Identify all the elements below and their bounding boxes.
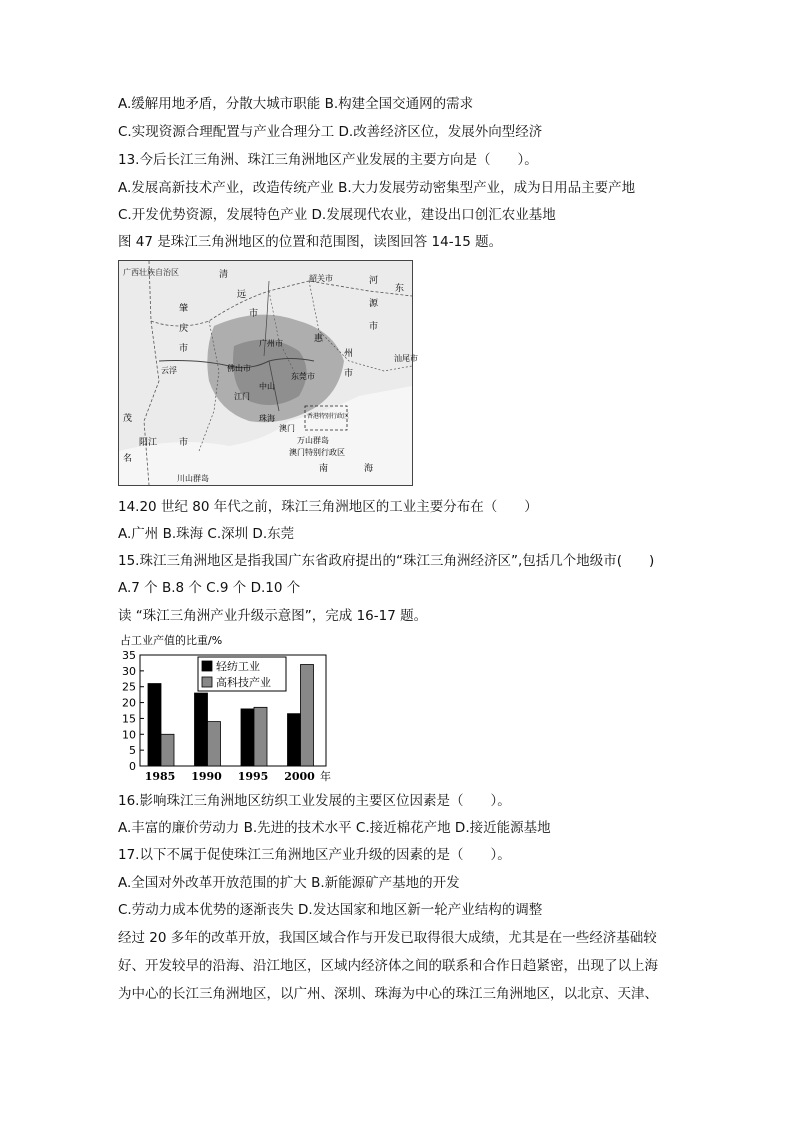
bar-high-tech <box>254 707 267 766</box>
option-line: A.7 个 B.8 个 C.9 个 D.10 个 <box>118 580 301 596</box>
question-13: 13.今后长江三角洲、珠江三角洲地区产业发展的主要方向是（ ）。 <box>118 152 538 168</box>
question-14: 14.20 世纪 80 年代之前，珠江三角洲地区的工业主要分布在（ ） <box>118 499 538 515</box>
chart-intro: 读 “珠江三角洲产业升级示意图”，完成 16-17 题。 <box>118 608 428 624</box>
map-label: 珠海 <box>259 414 275 423</box>
map-label: 源 <box>369 299 379 309</box>
question-15: 15.珠江三角洲地区是指我国广东省政府提出的“珠江三角洲经济区”,包括几个地级市( ) <box>118 553 655 569</box>
map-label: 茂 <box>123 414 133 424</box>
map-label: 川山群岛 <box>177 474 209 483</box>
map-label: 远 <box>237 290 247 300</box>
map-label: 市 <box>179 344 189 354</box>
y-tick-label: 10 <box>122 728 136 742</box>
option-line: C.劳动力成本优势的逐渐丧失 D.发达国家和地区新一轮产业结构的调整 <box>118 902 543 918</box>
map-label: 惠 <box>314 334 324 344</box>
legend-swatch <box>202 677 212 687</box>
map-label: 东莞市 <box>291 372 315 381</box>
y-tick-label: 25 <box>122 680 136 694</box>
y-tick-label: 0 <box>129 760 136 773</box>
map-label: 州 <box>344 349 354 359</box>
map-label: 江门 <box>234 392 250 401</box>
industry-upgrade-chart <box>118 632 338 782</box>
bar-light-textile <box>241 709 254 766</box>
map-label: 庆 <box>179 324 189 334</box>
map-label-guangxi: 广西壮族自治区 <box>123 268 179 277</box>
y-axis-label: 占工业产值的比重/% <box>120 634 223 647</box>
map-label: 肇 <box>179 304 189 314</box>
map-label: 广州市 <box>259 339 283 348</box>
map-label: 市 <box>179 438 189 448</box>
option-line: C.开发优势资源，发展特色产业 D.发展现代农业，建设出口创汇农业基地 <box>118 207 556 223</box>
map-label: 名 <box>123 454 133 464</box>
x-tick-label: 1985 <box>144 770 176 783</box>
map-label: 中山 <box>259 382 275 391</box>
paragraph-line: 经过 20 多年的改革开放，我国区域合作与开发已取得很大成绩，尤其是在一些经济基础较 <box>118 930 657 946</box>
option-line: A.广州 B.珠海 C.深圳 D.东莞 <box>118 526 295 542</box>
map-label: 清 <box>219 270 229 280</box>
bar-high-tech <box>208 722 221 766</box>
map-label: 市 <box>369 322 379 332</box>
map-label: 市 <box>344 369 354 379</box>
bar-light-textile <box>148 684 161 766</box>
bar-light-textile <box>288 714 301 766</box>
map-graphic <box>119 261 418 485</box>
question-16: 16.影响珠江三角洲地区纺织工业发展的主要区位因素是（ ）。 <box>118 793 511 809</box>
map-label: 澳门特别行政区 <box>289 448 345 457</box>
option-line: A.缓解用地矛盾，分散大城市职能 B.构建全国交通网的需求 <box>118 96 474 112</box>
paragraph-line: 好、开发较早的沿海、沿江地区，区域内经济体之间的联系和合作日趋紧密，出现了以上海 <box>118 958 658 974</box>
figure-intro: 图 47 是珠江三角洲地区的位置和范围图，读图回答 14-15 题。 <box>118 234 503 250</box>
y-tick-label: 30 <box>122 664 136 678</box>
y-tick-label: 35 <box>122 649 136 662</box>
x-tick-label: 2000 <box>284 770 315 783</box>
map-label: 市 <box>249 309 259 319</box>
y-tick-label: 20 <box>122 696 136 710</box>
map-label: 香港特别行政区 <box>307 413 350 420</box>
map-label: 河 <box>369 276 379 286</box>
y-tick-label: 15 <box>122 712 136 726</box>
chart-svg <box>118 632 338 782</box>
bar-high-tech <box>301 665 314 766</box>
option-line: A.丰富的廉价劳动力 B.先进的技术水平 C.接近棉花产地 D.接近能源基地 <box>118 820 551 836</box>
option-line: C.实现资源合理配置与产业合理分工 D.改善经济区位，发展外向型经济 <box>118 124 543 140</box>
question-17: 17.以下不属于促使珠江三角洲地区产业升级的因素的是（ ）。 <box>118 847 511 863</box>
bar-light-textile <box>195 693 208 766</box>
legend-label: 高科技产业 <box>216 676 271 689</box>
y-tick-label: 5 <box>129 744 136 758</box>
paragraph-line: 为中心的长江三角洲地区，以广州、深圳、珠海为中心的珠江三角洲地区，以北京、天津、 <box>118 986 658 1002</box>
map-label: 汕尾市 <box>394 354 418 363</box>
pearl-river-delta-map <box>118 260 418 486</box>
map-label: 佛山市 <box>227 364 251 373</box>
map-label: 云浮 <box>161 366 177 375</box>
map-label: 澳门 <box>279 424 295 433</box>
x-axis-unit: 年 <box>320 770 331 783</box>
legend-label: 轻纺工业 <box>216 660 260 673</box>
option-line: A.全国对外改革开放范围的扩大 B.新能源矿产基地的开发 <box>118 875 460 891</box>
x-tick-label: 1990 <box>191 770 222 783</box>
bar-high-tech <box>161 734 174 766</box>
x-tick-label: 1995 <box>237 770 269 783</box>
map-label: 万山群岛 <box>297 436 329 445</box>
legend-swatch <box>202 661 212 671</box>
map-label: 韶关市 <box>309 274 333 283</box>
option-line: A.发展高新技术产业，改造传统产业 B.大力发展劳动密集型产业，成为日用品主要产地 <box>118 180 636 196</box>
map-label: 南 <box>319 464 329 474</box>
map-label: 海 <box>364 464 374 474</box>
map-label: 东 <box>395 284 405 294</box>
map-label: 阳江 <box>139 438 158 448</box>
